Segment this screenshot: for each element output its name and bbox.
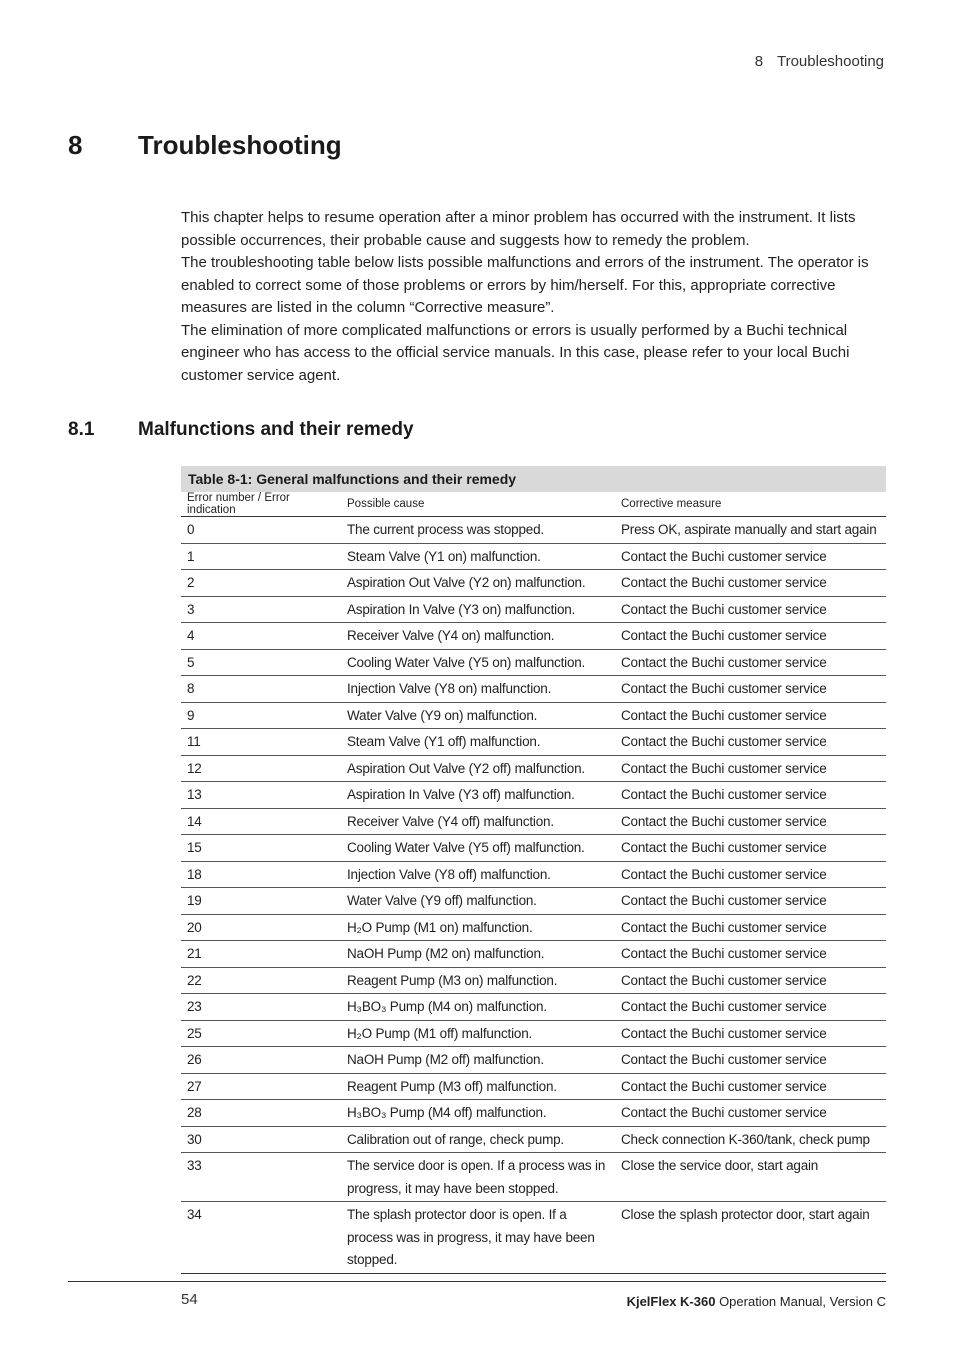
cell-error-number: 19 (181, 888, 341, 915)
malfunctions-table-container (181, 466, 886, 1274)
cell-corrective-measure: Contact the Buchi customer service (615, 1073, 886, 1100)
cell-corrective-measure: Contact the Buchi customer service (615, 543, 886, 570)
cell-corrective-measure: Contact the Buchi customer service (615, 861, 886, 888)
cell-possible-cause: Water Valve (Y9 on) malfunction. (341, 702, 615, 729)
chapter-title-text: Troubleshooting (138, 130, 342, 160)
cell-error-number: 13 (181, 782, 341, 809)
cell-possible-cause: Receiver Valve (Y4 off) malfunction. (341, 808, 615, 835)
cell-possible-cause: Cooling Water Valve (Y5 off) malfunction. (341, 835, 615, 862)
cell-error-number: 11 (181, 729, 341, 756)
table-row (181, 729, 886, 756)
footer-divider (68, 1281, 886, 1282)
cell-corrective-measure: Contact the Buchi customer service (615, 1020, 886, 1047)
table-row (181, 808, 886, 835)
cell-corrective-measure: Check connection K-360/tank, check pump (615, 1126, 886, 1153)
cell-possible-cause: Injection Valve (Y8 off) malfunction. (341, 861, 615, 888)
chapter-title (68, 130, 342, 161)
cell-corrective-measure: Contact the Buchi customer service (615, 649, 886, 676)
table-row (181, 676, 886, 703)
cell-corrective-measure: Press OK, aspirate manually and start again (615, 517, 886, 544)
table-row (181, 543, 886, 570)
footer-document-title (627, 1294, 886, 1309)
chapter-number: 8 (68, 130, 83, 160)
table-header-row (181, 492, 886, 517)
cell-error-number: 15 (181, 835, 341, 862)
cell-error-number: 20 (181, 914, 341, 941)
header-possible-cause: Possible cause (341, 492, 615, 517)
cell-error-number: 18 (181, 861, 341, 888)
cell-corrective-measure: Contact the Buchi customer service (615, 570, 886, 597)
cell-possible-cause: H₃BO₃ Pump (M4 off) malfunction. (341, 1100, 615, 1127)
table-row (181, 649, 886, 676)
cell-corrective-measure: Contact the Buchi customer service (615, 782, 886, 809)
table-row (181, 570, 886, 597)
table-caption: Table 8-1: General malfunctions and their remedy (181, 466, 886, 492)
cell-error-number: 26 (181, 1047, 341, 1074)
table-row (181, 596, 886, 623)
cell-possible-cause: Aspiration In Valve (Y3 off) malfunction. (341, 782, 615, 809)
cell-error-number: 34 (181, 1202, 341, 1274)
cell-possible-cause: The splash protector door is open. If a process was in progress, it may have been stopped. (341, 1202, 615, 1274)
cell-corrective-measure: Contact the Buchi customer service (615, 967, 886, 994)
cell-corrective-measure: Close the splash protector door, start again (615, 1202, 886, 1274)
cell-error-number: 30 (181, 1126, 341, 1153)
footer-product-name: KjelFlex K-360 (626, 1294, 716, 1309)
table-row (181, 861, 886, 888)
cell-error-number: 4 (181, 623, 341, 650)
table-row (181, 702, 886, 729)
cell-error-number: 21 (181, 941, 341, 968)
table-row (181, 835, 886, 862)
table-row (181, 941, 886, 968)
table-row (181, 888, 886, 915)
cell-possible-cause: Steam Valve (Y1 on) malfunction. (341, 543, 615, 570)
table-row (181, 967, 886, 994)
cell-corrective-measure: Contact the Buchi customer service (615, 914, 886, 941)
cell-possible-cause: Cooling Water Valve (Y5 on) malfunction. (341, 649, 615, 676)
cell-possible-cause: Aspiration In Valve (Y3 on) malfunction. (341, 596, 615, 623)
cell-error-number: 0 (181, 517, 341, 544)
cell-possible-cause: Steam Valve (Y1 off) malfunction. (341, 729, 615, 756)
intro-paragraph-3: The elimination of more complicated malfunctions or errors is usually performed by a Buchi technical engineer who has access to the official service manuals. In this case, please refer to your local Buchi customer service agent. (181, 321, 850, 384)
header-corrective-measure: Corrective measure (615, 492, 886, 517)
table-row (181, 517, 886, 544)
cell-possible-cause: H₃BO₃ Pump (M4 on) malfunction. (341, 994, 615, 1021)
table-row (181, 782, 886, 809)
table-row (181, 1073, 886, 1100)
cell-corrective-measure: Contact the Buchi customer service (615, 702, 886, 729)
cell-possible-cause: The current process was stopped. (341, 517, 615, 544)
cell-corrective-measure: Contact the Buchi customer service (615, 623, 886, 650)
table-row (181, 994, 886, 1021)
cell-corrective-measure: Contact the Buchi customer service (615, 994, 886, 1021)
cell-possible-cause: NaOH Pump (M2 on) malfunction. (341, 941, 615, 968)
cell-corrective-measure: Contact the Buchi customer service (615, 755, 886, 782)
table-body (181, 517, 886, 1274)
cell-possible-cause: Aspiration Out Valve (Y2 off) malfunction. (341, 755, 615, 782)
cell-error-number: 5 (181, 649, 341, 676)
cell-corrective-measure: Contact the Buchi customer service (615, 888, 886, 915)
cell-possible-cause: Water Valve (Y9 off) malfunction. (341, 888, 615, 915)
cell-corrective-measure: Contact the Buchi customer service (615, 596, 886, 623)
section-title-text: Malfunctions and their remedy (138, 419, 414, 440)
cell-error-number: 3 (181, 596, 341, 623)
cell-possible-cause: NaOH Pump (M2 off) malfunction. (341, 1047, 615, 1074)
cell-possible-cause: Calibration out of range, check pump. (341, 1126, 615, 1153)
cell-possible-cause: Injection Valve (Y8 on) malfunction. (341, 676, 615, 703)
table-row (181, 1020, 886, 1047)
cell-possible-cause: Reagent Pump (M3 on) malfunction. (341, 967, 615, 994)
cell-corrective-measure: Contact the Buchi customer service (615, 1047, 886, 1074)
running-header (755, 53, 884, 70)
cell-error-number: 1 (181, 543, 341, 570)
cell-possible-cause: H₂O Pump (M1 off) malfunction. (341, 1020, 615, 1047)
cell-corrective-measure: Contact the Buchi customer service (615, 941, 886, 968)
cell-corrective-measure: Close the service door, start again (615, 1153, 886, 1202)
cell-error-number: 33 (181, 1153, 341, 1202)
cell-error-number: 9 (181, 702, 341, 729)
table-row (181, 1202, 886, 1274)
cell-corrective-measure: Contact the Buchi customer service (615, 808, 886, 835)
cell-possible-cause: Reagent Pump (M3 off) malfunction. (341, 1073, 615, 1100)
cell-error-number: 27 (181, 1073, 341, 1100)
cell-error-number: 23 (181, 994, 341, 1021)
cell-error-number: 14 (181, 808, 341, 835)
intro-text (181, 207, 886, 387)
cell-error-number: 28 (181, 1100, 341, 1127)
intro-paragraph-2: The troubleshooting table below lists possible malfunctions and errors of the instrument. The operator is enabled to correct some of those problems or errors by him/herself. For this, appropriate corrective measures are listed in the column “Corrective measure”. (181, 254, 869, 316)
intro-paragraph-1: This chapter helps to resume operation after a minor problem has occurred with the instrument. It lists possible occurrences, their probable cause and suggests how to remedy the problem. (181, 209, 856, 249)
page-number: 54 (181, 1291, 198, 1308)
cell-corrective-measure: Contact the Buchi customer service (615, 676, 886, 703)
cell-corrective-measure: Contact the Buchi customer service (615, 1100, 886, 1127)
table-row (181, 1153, 886, 1202)
cell-corrective-measure: Contact the Buchi customer service (615, 729, 886, 756)
cell-error-number: 25 (181, 1020, 341, 1047)
running-header-chapter-name: Troubleshooting (776, 53, 884, 70)
cell-possible-cause: H₂O Pump (M1 on) malfunction. (341, 914, 615, 941)
footer-document-suffix: Operation Manual, Version C (715, 1294, 886, 1309)
cell-possible-cause: Receiver Valve (Y4 on) malfunction. (341, 623, 615, 650)
table-row (181, 1126, 886, 1153)
table-row (181, 1047, 886, 1074)
section-number: 8.1 (68, 419, 95, 440)
malfunctions-table (181, 492, 886, 1274)
cell-error-number: 8 (181, 676, 341, 703)
cell-possible-cause: Aspiration Out Valve (Y2 on) malfunction. (341, 570, 615, 597)
cell-error-number: 22 (181, 967, 341, 994)
table-row (181, 914, 886, 941)
cell-error-number: 2 (181, 570, 341, 597)
table-row (181, 1100, 886, 1127)
header-error-number: Error number / Error indication (181, 492, 341, 517)
cell-error-number: 12 (181, 755, 341, 782)
table-row (181, 755, 886, 782)
running-header-chapter-number: 8 (754, 53, 764, 70)
cell-corrective-measure: Contact the Buchi customer service (615, 835, 886, 862)
cell-possible-cause: The service door is open. If a process was in progress, it may have been stopped. (341, 1153, 615, 1202)
table-row (181, 623, 886, 650)
section-title (68, 419, 414, 441)
